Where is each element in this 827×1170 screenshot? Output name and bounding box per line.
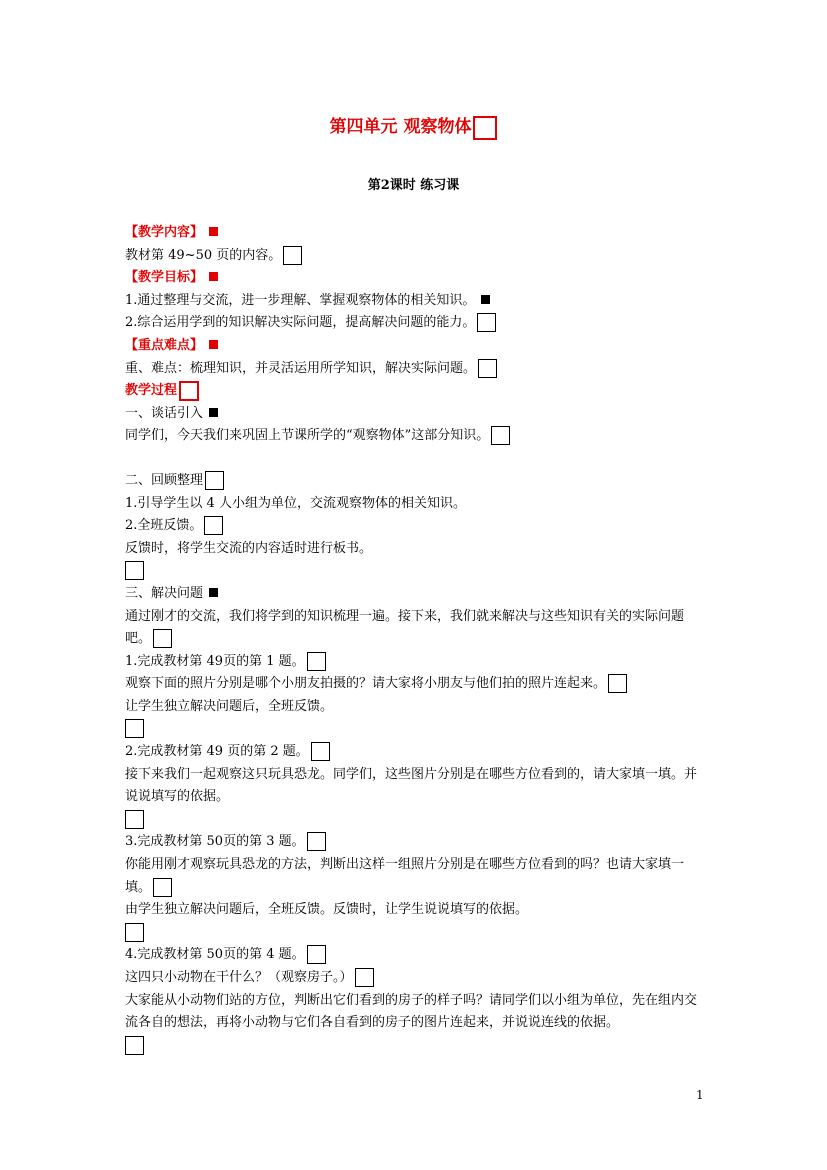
- review-2-detail: [125, 538, 705, 561]
- review-heading-text: 二、回顾整理: [125, 472, 204, 488]
- checkbox-icon: [473, 116, 497, 140]
- question-4-detail: [125, 967, 705, 990]
- review-2-text: 2.全班反馈。: [125, 518, 203, 534]
- checkbox-icon: [204, 516, 223, 535]
- goal-2-text: 2.综合运用学到的知识解决实际问题，提高解决问题的能力。: [125, 315, 476, 331]
- question-4-detail-2: [125, 990, 705, 1035]
- red-square-icon: [209, 227, 218, 236]
- checkbox-icon: [125, 923, 144, 942]
- question-3-detail: [125, 854, 705, 899]
- review-2-detail-text: 反馈时，将学生交流的内容适时进行板书。: [125, 540, 373, 556]
- goal-heading: 【教学目标】: [125, 270, 204, 286]
- red-square-icon: [209, 340, 218, 349]
- key-heading: 【重点难点】: [125, 337, 204, 353]
- checkbox-icon: [153, 878, 172, 897]
- checkbox-icon: [355, 968, 374, 987]
- question-3-detail-2-text: 由学生独立解决问题后，全班反馈。反馈时，让学生说说填写的依据。: [125, 902, 529, 918]
- question-2-text: 2.完成教材第 49 页的第 2 题。: [125, 744, 309, 760]
- question-1-text: 1.完成教材第 49页的第 1 题。: [125, 653, 305, 669]
- review-heading: [125, 470, 705, 493]
- checkbox-icon: [307, 945, 326, 964]
- review-2: [125, 515, 705, 538]
- checkbox-icon: [307, 652, 326, 671]
- question-3-text: 3.完成教材第 50页的第 3 题。: [125, 834, 305, 850]
- section-content: [125, 222, 705, 245]
- checkbox-icon: [608, 674, 627, 693]
- checkbox-icon: [491, 426, 510, 445]
- title-text: 第四单元 观察物体: [329, 117, 472, 137]
- red-square-icon: [209, 272, 218, 281]
- question-2-detail-text: 接下来我们一起观察这只玩具恐龙。同学们，这些图片分别是在哪些方位看到的，请大家填一填。并说说填写的依据。: [125, 766, 698, 805]
- review-1: [125, 493, 705, 516]
- question-4-detail-text: 这四只小动物在干什么？（观察房子。）: [125, 970, 353, 985]
- checkbox-icon: [311, 742, 330, 761]
- document-subtitle: 第2课时 练习课: [367, 178, 460, 193]
- question-2-detail: [125, 764, 705, 809]
- spacer: [125, 448, 705, 470]
- section-key: [125, 335, 705, 358]
- checkbox-icon: [125, 719, 144, 738]
- checkbox-icon: [153, 629, 172, 648]
- question-1-detail: [125, 673, 705, 696]
- intro-heading: [125, 403, 705, 426]
- intro-text-value: 同学们，今天我们来巩固上节课所学的“观察物体”这部分知识。: [125, 428, 490, 444]
- page-number: 1: [696, 1088, 704, 1102]
- question-1-detail-2: [125, 696, 705, 719]
- key-text: [125, 358, 705, 381]
- goal-1: [125, 290, 705, 313]
- question-1-detail-text: 观察下面的照片分别是哪个小朋友拍摄的？请大家将小朋友与他们拍的照片连起来。: [125, 676, 607, 692]
- goal-1-text: 1.通过整理与交流，进一步理解、掌握观察物体的相关知识。: [125, 292, 476, 308]
- checkbox-icon: [477, 313, 496, 332]
- question-3-detail-text: 你能用刚才观察玩具恐龙的方法，判断出这样一组照片分别是在哪些方位看到的吗？也请大家填一填。: [125, 857, 685, 895]
- question-3-detail-2: [125, 899, 705, 922]
- question-3: [125, 831, 705, 854]
- solve-heading: [125, 583, 705, 606]
- content-heading: 【教学内容】: [125, 225, 204, 240]
- checkbox-icon: [478, 359, 497, 378]
- document-title: [0, 114, 827, 140]
- content-text: [125, 245, 705, 268]
- checkbox-icon: [125, 1036, 144, 1055]
- checkbox-line: [125, 1035, 705, 1058]
- checkbox-icon: [283, 246, 302, 265]
- intro-heading-text: 一、谈话引入: [125, 405, 204, 421]
- solve-heading-text: 三、解决问题: [125, 585, 204, 601]
- section-process: [125, 380, 705, 403]
- red-checkbox-icon: [179, 381, 199, 401]
- review-1-text: 1.引导学生以 4 人小组为单位，交流观察物体的相关知识。: [125, 495, 466, 511]
- process-heading: 教学过程: [125, 383, 178, 399]
- goal-2: [125, 312, 705, 335]
- checkbox-line: [125, 718, 705, 741]
- checkbox-line: [125, 560, 705, 583]
- solve-text-value: 通过刚才的交流，我们将学到的知识梳理一遍。接下来，我们就来解决与这些知识有关的实际问题吧。: [125, 608, 685, 647]
- document-body: [125, 222, 705, 1057]
- checkbox-icon: [307, 832, 326, 851]
- black-square-icon: [209, 588, 218, 597]
- question-1-detail-2-text: 让学生独立解决问题后，全班反馈。: [125, 698, 334, 714]
- question-4-detail-2-text: 大家能从小动物们站的方位，判断出它们看到的房子的样子吗？请同学们以小组为单位，先在组内交流各自的想法，再将小动物与它们各自看到的房子的图片连起来，并说说连线的依据。: [125, 992, 698, 1031]
- checkbox-line: [125, 809, 705, 832]
- checkbox-icon: [125, 561, 144, 580]
- solve-text: [125, 606, 705, 651]
- black-square-icon: [481, 295, 490, 304]
- question-1: [125, 651, 705, 674]
- intro-text: [125, 425, 705, 448]
- question-4: [125, 944, 705, 967]
- key-text-value: 重、难点：梳理知识，并灵活运用所学知识，解决实际问题。: [125, 360, 477, 376]
- question-4-text: 4.完成教材第 50页的第 4 题。: [125, 947, 305, 963]
- checkbox-icon: [125, 810, 144, 829]
- checkbox-icon: [205, 471, 224, 490]
- question-2: [125, 741, 705, 764]
- checkbox-line: [125, 922, 705, 945]
- section-goal: [125, 267, 705, 290]
- content-text-value: 教材第 49~50 页的内容。: [125, 247, 282, 263]
- black-square-icon: [209, 408, 218, 417]
